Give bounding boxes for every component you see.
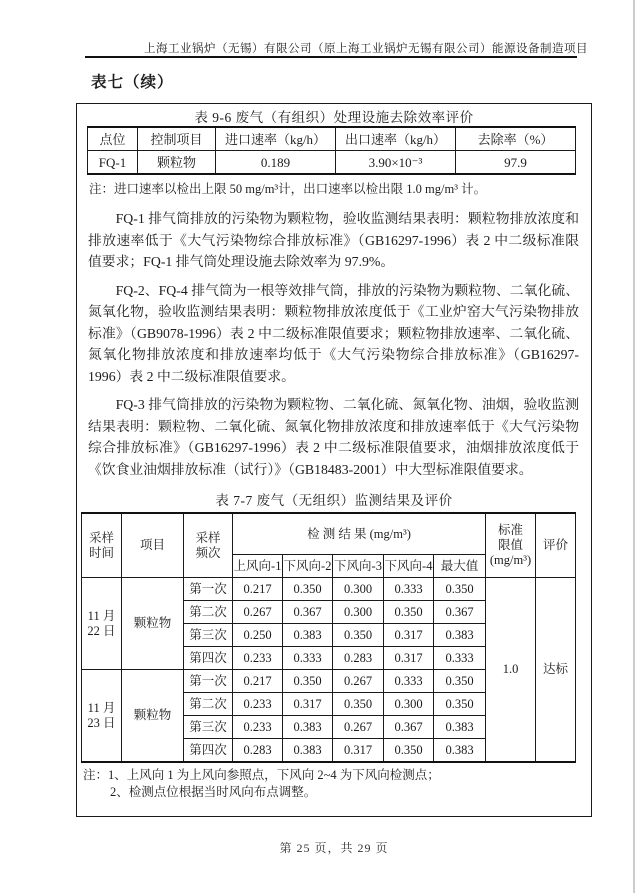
cell-date-group1: 11 月 22 日 xyxy=(82,578,122,670)
cell-value: 0.217 xyxy=(233,670,283,693)
paragraph-fq1: FQ-1 排气筒排放的污染物为颗粒物，验收监测结果表明：颗粒物排放浓度和排放速率低于《大气污染物综合排放标准》（GB16297-1996）表 2 中二级标准限值要求；FQ-1 排气筒处理设施去除效率为 97.9%。 xyxy=(88,211,579,269)
cell-value: 0.383 xyxy=(283,739,333,763)
table-row xyxy=(82,578,576,601)
cell-inlet-rate: 0.189 xyxy=(216,151,336,175)
cell-freq: 第一次 xyxy=(184,578,233,601)
cell-value: 0.350 xyxy=(434,578,486,601)
cell-value: 0.383 xyxy=(434,739,486,763)
cell-value: 0.350 xyxy=(283,670,333,693)
cell-freq: 第四次 xyxy=(184,739,233,763)
cell-value: 0.267 xyxy=(333,670,384,693)
cell-removal-pct: 97.9 xyxy=(456,151,576,175)
col-header-frequency: 采样 频次 xyxy=(184,513,233,578)
note-line-1: 注：1、上风向 1 为上风向参照点，下风向 2~4 为下风向检测点； xyxy=(83,768,440,782)
cell-value: 0.267 xyxy=(233,601,283,624)
cell-value: 0.233 xyxy=(233,693,283,716)
cell-value: 0.317 xyxy=(333,739,384,763)
cell-point: FQ-1 xyxy=(88,151,138,175)
cell-value: 0.383 xyxy=(434,624,486,647)
note-line-2: 2、检测点位根据当时风向布点调整。 xyxy=(110,784,317,799)
cell-value: 0.217 xyxy=(233,578,283,601)
cell-outlet-rate: 3.90×10⁻³ xyxy=(336,151,456,175)
cell-value: 0.317 xyxy=(283,693,333,716)
cell-standard-limit: 1.0 xyxy=(486,578,536,763)
table-7-7-title: 表 7-7 废气（无组织）监测结果及评价 xyxy=(215,493,453,508)
cell-value: 0.367 xyxy=(283,601,333,624)
cell-value: 0.300 xyxy=(333,601,384,624)
cell-value: 0.350 xyxy=(283,578,333,601)
cell-value: 0.350 xyxy=(434,693,486,716)
col-header-downwind-2: 下风向-2 xyxy=(283,555,333,578)
cell-value: 0.267 xyxy=(333,716,384,739)
content-border-box xyxy=(76,103,592,817)
cell-value: 0.250 xyxy=(233,624,283,647)
table-row xyxy=(88,151,576,175)
col-header-removal-pct: 去除率（%） xyxy=(456,127,576,151)
cell-value: 0.383 xyxy=(434,716,486,739)
table-9-6 xyxy=(87,126,576,175)
cell-value: 0.350 xyxy=(434,670,486,693)
col-header-item: 项目 xyxy=(122,513,184,578)
cell-freq: 第三次 xyxy=(184,716,233,739)
cell-value: 0.350 xyxy=(333,693,384,716)
cell-item-group2: 颗粒物 xyxy=(122,670,184,763)
document-header-title: 上海工业锅炉（无锡）有限公司（原上海工业锅炉无锡有限公司）能源设备制造项目 xyxy=(144,43,588,55)
cell-freq: 第二次 xyxy=(184,693,233,716)
cell-value: 0.350 xyxy=(333,624,384,647)
table-row xyxy=(82,513,576,555)
table-9-6-title: 表 9-6 废气（有组织）处理设施去除效率评价 xyxy=(194,110,474,125)
table-7-7-notes xyxy=(83,767,591,800)
col-header-max-value: 最大值 xyxy=(434,555,486,578)
col-header-inlet-rate: 进口速率（kg/h） xyxy=(216,127,336,151)
cell-freq: 第二次 xyxy=(184,601,233,624)
cell-value: 0.333 xyxy=(384,578,434,601)
table-row xyxy=(88,127,576,151)
cell-freq: 第三次 xyxy=(184,624,233,647)
col-header-standard-limit: 标准 限值 (mg/m³) xyxy=(486,513,536,578)
header-divider-rule xyxy=(85,56,577,58)
cell-value: 0.283 xyxy=(333,647,384,670)
section-title: 表七（续） xyxy=(91,74,174,91)
cell-item: 颗粒物 xyxy=(138,151,216,175)
cell-value: 0.283 xyxy=(233,739,283,763)
col-header-result-group: 检 测 结 果 (mg/m³) xyxy=(233,513,486,555)
cell-value: 0.350 xyxy=(384,739,434,763)
paragraph-fq2-fq4: FQ-2、FQ-4 排气筒为一根等效排气筒，排放的污染物为颗粒物、二氧化硫、氮氧化物，验收监测结果表明：颗粒物排放浓度低于《工业炉窑大气污染物排放标准》（GB9078-1996）表 2 中二级标准限值要求；颗粒物排放速率、二氧化硫、氮氧化物排放浓度和排放速率均低于《大气污染物综合排放标准》（GB16297-1996）表 2 中二级标准限值要求。 xyxy=(88,282,579,384)
paragraph-fq3: FQ-3 排气筒排放的污染物为颗粒物、二氧化硫、氮氧化物、油烟，验收监测结果表明：颗粒物、二氧化硫、氮氧化物排放浓度和排放速率低于《大气污染物综合排放标准》（GB16297-1996）表 2 中二级标准限值要求，油烟排放浓度低于《饮食业油烟排放标准（试行）》（GB18483-2001）中大型标准限值要求。 xyxy=(88,397,579,477)
col-header-upwind-1: 上风向-1 xyxy=(233,555,283,578)
cell-value: 0.333 xyxy=(434,647,486,670)
cell-value: 0.317 xyxy=(384,624,434,647)
cell-value: 0.383 xyxy=(283,716,333,739)
cell-value: 0.233 xyxy=(233,647,283,670)
cell-value: 0.333 xyxy=(283,647,333,670)
cell-value: 0.383 xyxy=(283,624,333,647)
col-header-downwind-4: 下风向-4 xyxy=(384,555,434,578)
col-header-point: 点位 xyxy=(88,127,138,151)
table-7-7 xyxy=(81,512,576,763)
page-number-footer: 第 25 页，共 29 页 xyxy=(279,841,389,855)
cell-value: 0.300 xyxy=(333,578,384,601)
cell-value: 0.367 xyxy=(434,601,486,624)
col-header-evaluation: 评价 xyxy=(536,513,576,578)
cell-value: 0.350 xyxy=(384,601,434,624)
cell-value: 0.317 xyxy=(384,647,434,670)
cell-evaluation: 达标 xyxy=(536,578,576,763)
col-header-downwind-3: 下风向-3 xyxy=(333,555,384,578)
col-header-outlet-rate: 出口速率（kg/h） xyxy=(336,127,456,151)
col-header-sample-time: 采样 时间 xyxy=(82,513,122,578)
cell-value: 0.233 xyxy=(233,716,283,739)
cell-value: 0.333 xyxy=(384,670,434,693)
cell-value: 0.300 xyxy=(384,693,434,716)
cell-date-group2: 11 月 23 日 xyxy=(82,670,122,763)
cell-freq: 第四次 xyxy=(184,647,233,670)
body-paragraphs xyxy=(88,208,579,480)
cell-value: 0.367 xyxy=(384,716,434,739)
col-header-item: 控制项目 xyxy=(138,127,216,151)
table-9-6-note: 注：进口速率以检出上限 50 mg/m³计，出口速率以检出限 1.0 mg/m³ 计。 xyxy=(89,182,487,196)
cell-freq: 第一次 xyxy=(184,670,233,693)
page-edge-shadow xyxy=(633,0,635,893)
cell-item-group1: 颗粒物 xyxy=(122,578,184,670)
